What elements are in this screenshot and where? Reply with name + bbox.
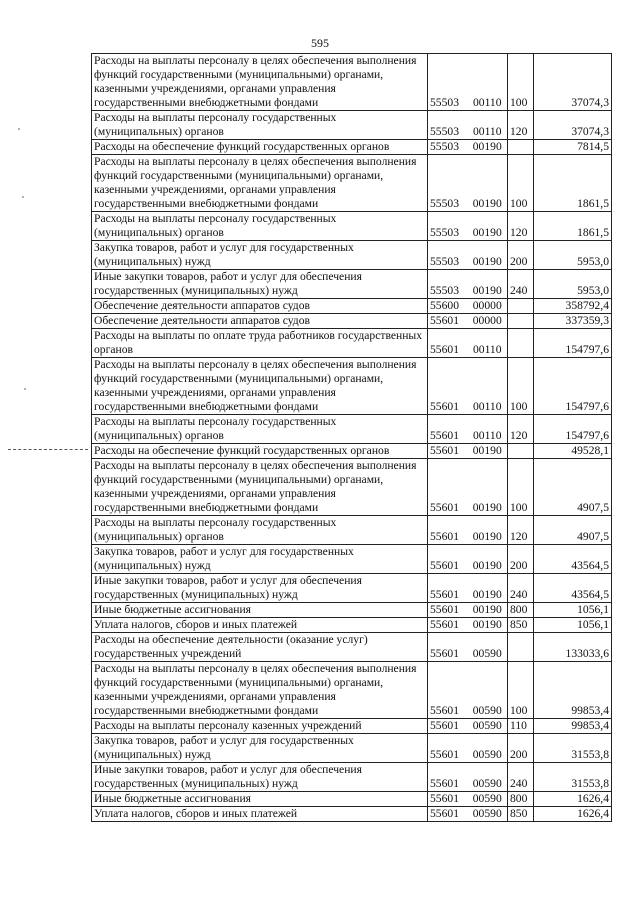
row-code-secondary: 00000: [468, 314, 508, 329]
table-row: [92, 329, 612, 358]
row-expense-type: 120: [508, 212, 534, 241]
row-expense-type: [508, 140, 534, 155]
row-code-secondary: 00590: [468, 719, 508, 734]
row-expense-type: 800: [508, 603, 534, 618]
row-amount: 1861,5: [534, 155, 612, 212]
row-name: Расходы на выплаты персоналу в целях обеспечения выполнения функций государственными (муниципальными) органами, казенными учреждениями, органами управления государственными внебюджетными фондами: [92, 358, 428, 415]
row-code-secondary: 00190: [468, 140, 508, 155]
scan-speck: [18, 128, 20, 130]
row-amount: 37074,3: [534, 111, 612, 140]
row-name: Закупка товаров, работ и услуг для государственных (муниципальных) нужд: [92, 545, 428, 574]
row-name: Закупка товаров, работ и услуг для государственных (муниципальных) нужд: [92, 734, 428, 763]
row-amount: 31553,8: [534, 734, 612, 763]
row-amount: 358792,4: [534, 299, 612, 314]
row-code-secondary: 00190: [468, 155, 508, 212]
row-name: Расходы на обеспечение функций государственных органов: [92, 140, 428, 155]
scan-artifact-line: [8, 449, 88, 450]
row-amount: 5953,0: [534, 270, 612, 299]
row-code-secondary: 00110: [468, 111, 508, 140]
row-code-secondary: 00590: [468, 734, 508, 763]
row-code-primary: 55601: [428, 459, 468, 516]
row-code-secondary: 00190: [468, 618, 508, 633]
row-code-secondary: 00590: [468, 807, 508, 822]
row-amount: 31553,8: [534, 763, 612, 792]
row-name: Расходы на выплаты персоналу государственных (муниципальных) органов: [92, 212, 428, 241]
row-expense-type: 100: [508, 54, 534, 111]
table-row: [92, 763, 612, 792]
row-code-primary: 55601: [428, 734, 468, 763]
row-code-primary: 55503: [428, 241, 468, 270]
row-amount: 37074,3: [534, 54, 612, 111]
row-code-secondary: 00590: [468, 662, 508, 719]
row-expense-type: 120: [508, 111, 534, 140]
row-amount: 154797,6: [534, 415, 612, 444]
table-body: [92, 54, 612, 822]
row-code-primary: 55601: [428, 314, 468, 329]
table-row: [92, 299, 612, 314]
row-code-primary: 55503: [428, 212, 468, 241]
row-amount: 4907,5: [534, 459, 612, 516]
table-row: [92, 111, 612, 140]
row-expense-type: [508, 444, 534, 459]
row-code-primary: 55601: [428, 603, 468, 618]
row-code-secondary: 00110: [468, 358, 508, 415]
row-code-primary: 55503: [428, 270, 468, 299]
row-name: Расходы на обеспечение деятельности (оказание услуг) государственных учреждений: [92, 633, 428, 662]
budget-table: [91, 53, 612, 822]
row-name: Иные закупки товаров, работ и услуг для обеспечения государственных (муниципальных) нужд: [92, 270, 428, 299]
row-name: Расходы на выплаты персоналу казенных учреждений: [92, 719, 428, 734]
table-row: [92, 516, 612, 545]
row-expense-type: 100: [508, 459, 534, 516]
row-name: Закупка товаров, работ и услуг для государственных (муниципальных) нужд: [92, 241, 428, 270]
row-name: Уплата налогов, сборов и иных платежей: [92, 618, 428, 633]
row-amount: 133033,6: [534, 633, 612, 662]
row-expense-type: [508, 633, 534, 662]
table-row: [92, 212, 612, 241]
row-code-secondary: 00190: [468, 574, 508, 603]
row-expense-type: 200: [508, 734, 534, 763]
row-name: Расходы на выплаты персоналу в целях обеспечения выполнения функций государственными (муниципальными) органами, казенными учреждениями, органами управления государственными внебюджетными фондами: [92, 459, 428, 516]
row-amount: 43564,5: [534, 545, 612, 574]
table-row: [92, 140, 612, 155]
table-row: [92, 415, 612, 444]
row-name: Уплата налогов, сборов и иных платежей: [92, 807, 428, 822]
table-row: [92, 270, 612, 299]
row-code-primary: 55601: [428, 662, 468, 719]
row-code-secondary: 00590: [468, 792, 508, 807]
row-amount: 154797,6: [534, 358, 612, 415]
row-code-secondary: 00190: [468, 212, 508, 241]
row-name: Расходы на обеспечение функций государственных органов: [92, 444, 428, 459]
table-row: [92, 719, 612, 734]
row-code-primary: 55503: [428, 155, 468, 212]
table-row: [92, 662, 612, 719]
row-code-secondary: 00190: [468, 603, 508, 618]
row-amount: 154797,6: [534, 329, 612, 358]
row-expense-type: 100: [508, 155, 534, 212]
table-row: [92, 574, 612, 603]
row-amount: 337359,3: [534, 314, 612, 329]
row-code-primary: 55600: [428, 299, 468, 314]
table-row: [92, 358, 612, 415]
row-expense-type: [508, 314, 534, 329]
row-expense-type: 100: [508, 358, 534, 415]
row-code-secondary: 00190: [468, 545, 508, 574]
row-code-primary: 55601: [428, 415, 468, 444]
row-name: Расходы на выплаты персоналу государственных (муниципальных) органов: [92, 415, 428, 444]
row-name: Расходы на выплаты персоналу государственных (муниципальных) органов: [92, 111, 428, 140]
row-code-secondary: 00590: [468, 763, 508, 792]
table-row: [92, 314, 612, 329]
row-amount: 1626,4: [534, 807, 612, 822]
scan-speck: [22, 196, 24, 198]
row-expense-type: 240: [508, 270, 534, 299]
row-code-primary: 55503: [428, 54, 468, 111]
row-expense-type: [508, 329, 534, 358]
row-amount: 49528,1: [534, 444, 612, 459]
row-expense-type: 120: [508, 516, 534, 545]
row-code-primary: 55503: [428, 140, 468, 155]
row-expense-type: 240: [508, 763, 534, 792]
table-row: [92, 618, 612, 633]
row-name: Расходы на выплаты персоналу в целях обеспечения выполнения функций государственными (муниципальными) органами, казенными учреждениями, органами управления государственными внебюджетными фондами: [92, 662, 428, 719]
row-code-primary: 55601: [428, 792, 468, 807]
row-amount: 7814,5: [534, 140, 612, 155]
row-code-secondary: 00190: [468, 516, 508, 545]
scan-speck: [24, 388, 26, 390]
row-code-primary: 55601: [428, 358, 468, 415]
table-row: [92, 459, 612, 516]
row-amount: 99853,4: [534, 719, 612, 734]
row-expense-type: 200: [508, 545, 534, 574]
row-name: Иные закупки товаров, работ и услуг для обеспечения государственных (муниципальных) нужд: [92, 763, 428, 792]
row-amount: 1056,1: [534, 603, 612, 618]
row-expense-type: 850: [508, 807, 534, 822]
row-code-primary: 55601: [428, 807, 468, 822]
table-row: [92, 155, 612, 212]
row-code-secondary: 00190: [468, 270, 508, 299]
row-code-secondary: 00190: [468, 241, 508, 270]
row-code-primary: 55601: [428, 545, 468, 574]
row-amount: 5953,0: [534, 241, 612, 270]
row-code-primary: 55601: [428, 719, 468, 734]
row-expense-type: 850: [508, 618, 534, 633]
row-expense-type: 200: [508, 241, 534, 270]
row-expense-type: 240: [508, 574, 534, 603]
row-code-secondary: 00190: [468, 444, 508, 459]
table-row: [92, 807, 612, 822]
row-amount: 99853,4: [534, 662, 612, 719]
row-expense-type: 110: [508, 719, 534, 734]
row-code-secondary: 00190: [468, 459, 508, 516]
table-row: [92, 241, 612, 270]
table-row: [92, 54, 612, 111]
row-name: Иные закупки товаров, работ и услуг для обеспечения государственных (муниципальных) нужд: [92, 574, 428, 603]
page-number: 595: [311, 36, 329, 50]
row-expense-type: 800: [508, 792, 534, 807]
row-amount: 4907,5: [534, 516, 612, 545]
row-amount: 1626,4: [534, 792, 612, 807]
row-amount: 1861,5: [534, 212, 612, 241]
row-amount: 43564,5: [534, 574, 612, 603]
row-name: Обеспечение деятельности аппаратов судов: [92, 299, 428, 314]
row-amount: 1056,1: [534, 618, 612, 633]
row-code-primary: 55601: [428, 516, 468, 545]
table-row: [92, 545, 612, 574]
row-code-primary: 55601: [428, 444, 468, 459]
row-expense-type: 120: [508, 415, 534, 444]
row-name: Обеспечение деятельности аппаратов судов: [92, 314, 428, 329]
table-row: [92, 633, 612, 662]
row-expense-type: [508, 299, 534, 314]
row-code-primary: 55601: [428, 763, 468, 792]
row-name: Иные бюджетные ассигнования: [92, 603, 428, 618]
row-expense-type: 100: [508, 662, 534, 719]
row-name: Расходы на выплаты персоналу государственных (муниципальных) органов: [92, 516, 428, 545]
row-code-primary: 55503: [428, 111, 468, 140]
row-name: Иные бюджетные ассигнования: [92, 792, 428, 807]
table-row: [92, 734, 612, 763]
row-name: Расходы на выплаты персоналу в целях обеспечения выполнения функций государственными (муниципальными) органами, казенными учреждениями, органами управления государственными внебюджетными фондами: [92, 54, 428, 111]
row-code-primary: 55601: [428, 329, 468, 358]
table-row: [92, 444, 612, 459]
row-code-primary: 55601: [428, 618, 468, 633]
row-code-primary: 55601: [428, 633, 468, 662]
row-name: Расходы на выплаты по оплате труда работников государственных органов: [92, 329, 428, 358]
table-row: [92, 792, 612, 807]
row-code-secondary: 00000: [468, 299, 508, 314]
row-code-secondary: 00110: [468, 54, 508, 111]
row-code-secondary: 00110: [468, 415, 508, 444]
row-code-primary: 55601: [428, 574, 468, 603]
row-code-secondary: 00110: [468, 329, 508, 358]
row-name: Расходы на выплаты персоналу в целях обеспечения выполнения функций государственными (муниципальными) органами, казенными учреждениями, органами управления государственными внебюджетными фондами: [92, 155, 428, 212]
row-code-secondary: 00590: [468, 633, 508, 662]
table-row: [92, 603, 612, 618]
